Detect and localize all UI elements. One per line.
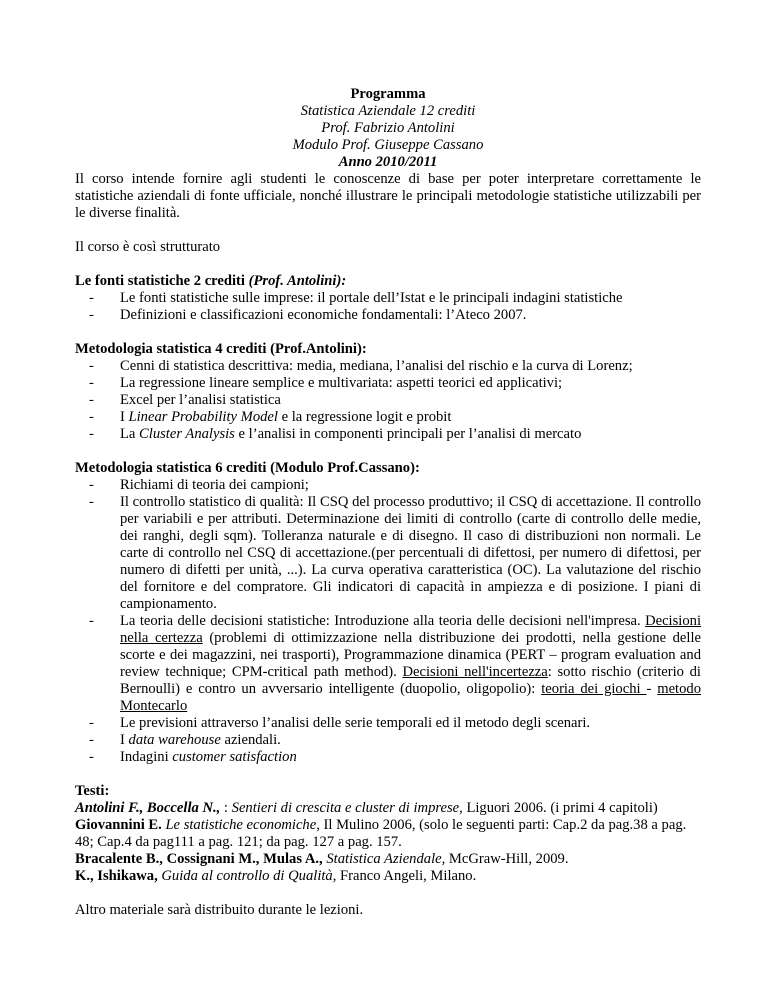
document-page (75, 86, 701, 919)
dash-bullet: - (89, 358, 94, 374)
list-item-text: Decisioni nell'incertezza (402, 664, 548, 680)
professor-2: Modulo Prof. Giuseppe Cassano (292, 137, 484, 153)
reference-title: Le statistiche economiche (161, 817, 317, 833)
references (75, 783, 701, 885)
list-item-text: Le fonti statistiche sulle imprese: il portale dell’Istat e le principali indagini statistiche (120, 290, 623, 306)
list-item-text: La (120, 426, 140, 442)
list-item (75, 732, 701, 749)
list-item-text: e la regressione logit e probit (277, 409, 452, 425)
list-item-text: I (120, 409, 129, 425)
dash-bullet: - (89, 290, 94, 306)
reference-author: Bracalente B., Cossignani M., Mulas A., (75, 851, 323, 867)
list-item-text: Richiami di teoria dei campioni; (120, 477, 309, 493)
document-title: Programma (350, 86, 426, 102)
section-1-title-prof: (Prof. Antolini): (248, 273, 347, 289)
reference-item (75, 800, 701, 817)
reference-item (75, 868, 701, 885)
reference-details: , Il Mulino 2006, (solo le seguenti parti: Cap.2 da pag.38 a pag. 48; Cap.4 da pag111 a pag. 121; da pag. 127 a pag. 157. (75, 817, 687, 850)
list-item-text: Le previsioni attraverso l’analisi delle serie temporali ed il metodo degli scenari. (120, 715, 591, 731)
references-title: Testi: (75, 783, 110, 799)
list-item-text: data warehouse (128, 732, 221, 748)
reference-title: Statistica Aziendale, (322, 851, 446, 867)
list-item (75, 477, 701, 494)
dash-bullet: - (89, 392, 94, 408)
list-item (75, 613, 701, 715)
section-1-title-text: Le fonti statistiche 2 crediti (75, 273, 249, 289)
list-item-text: I (120, 732, 129, 748)
list-item-text: e l’analisi in componenti principali per l’analisi di mercato (234, 426, 582, 442)
section-2-list (75, 358, 701, 443)
professor-1: Prof. Fabrizio Antolini (321, 120, 455, 136)
list-item-text: teoria dei giochi (541, 681, 647, 697)
reference-details: , Franco Angeli, Milano. (332, 868, 477, 884)
dash-bullet: - (89, 749, 94, 765)
reference-title: Sentieri di crescita e cluster di imprese (231, 800, 460, 816)
reference-details: McGraw-Hill, 2009. (445, 851, 569, 867)
section-3-title: Metodologia statistica 6 crediti (Modulo Prof.Cassano): (75, 460, 420, 476)
dash-bullet: - (89, 426, 94, 442)
reference-title: Guida al controllo di Qualità (157, 868, 333, 884)
section-1-title (75, 273, 701, 290)
list-item-text: aziendali. (220, 732, 281, 748)
reference-author: Antolini F., Boccella N., (75, 800, 221, 816)
list-item (75, 426, 701, 443)
list-item (75, 375, 701, 392)
course-name: Statistica Aziendale 12 crediti (300, 103, 476, 119)
section-2-title: Metodologia statistica 4 crediti (Prof.Antolini): (75, 341, 367, 357)
dash-bullet: - (89, 613, 94, 629)
list-item-text: Cluster Analysis (139, 426, 235, 442)
list-item (75, 307, 701, 324)
list-item-text: Il controllo statistico di qualità: Il CSQ del processo produttivo; il CSQ di accettazione. Il controllo per variabili e per attributi. Determinazione dei limiti di controllo (carte di controllo delle medie, dei ranghi, degli sqm). Tolleranza naturale e di disegno. Il caso di distribuzioni non normali. Le carte di controllo nel CSQ di accettazione.(per percentuali di difettosi, per numero di difettosi, per numero di difetti per unità, ...). La curva operativa caratteristica (OC). La valutazione del rischio del fornitore e del compratore. Gli indicatori di capacità in ampiezza e di posizione. I piani di campionamento. (120, 494, 701, 612)
reference-author: Giovannini E. (75, 817, 162, 833)
structure-line: Il corso è così strutturato (75, 239, 221, 255)
reference-item (75, 817, 701, 851)
dash-bullet: - (89, 409, 94, 425)
list-item (75, 715, 701, 732)
document-header (75, 86, 701, 171)
list-item (75, 358, 701, 375)
list-item-text: metodo Montecarlo (120, 681, 701, 714)
list-item (75, 494, 701, 613)
list-item-text: customer satisfaction (172, 749, 297, 765)
academic-year: Anno 2010/2011 (338, 154, 438, 170)
dash-bullet: - (89, 732, 94, 748)
list-item (75, 290, 701, 307)
closing-note: Altro materiale sarà distribuito durante le lezioni. (75, 902, 364, 918)
list-item-text: Excel per l’analisi statistica (120, 392, 281, 408)
list-item (75, 749, 701, 766)
section-1-list (75, 290, 701, 324)
list-item-text: La regressione lineare semplice e multivariata: aspetti teorici ed applicativi; (120, 375, 563, 391)
dash-bullet: - (89, 375, 94, 391)
list-item-text: Indagini (120, 749, 173, 765)
list-item-text: Definizioni e classificazioni economiche fondamentali: l’Ateco 2007. (120, 307, 527, 323)
list-item-text: Linear Probability Model (128, 409, 278, 425)
dash-bullet: - (89, 307, 94, 323)
list-item-text: - (646, 681, 658, 697)
list-item (75, 392, 701, 409)
section-3-list (75, 477, 701, 766)
dash-bullet: - (89, 715, 94, 731)
list-item-text: (problemi di ottimizzazione nella distribuzione dei prodotti, nella gestione delle scorte e dei magazzini, nei trasporti), Programmazione dinamica (PERT – program evaluation and review technique; CPM-critical path method). (120, 630, 701, 680)
reference-details: , Liguori 2006. (i primi 4 capitoli) (459, 800, 658, 816)
list-item (75, 409, 701, 426)
reference-item (75, 851, 701, 868)
reference-separator: : (220, 800, 232, 816)
list-item-text: Decisioni nella certezza (120, 613, 701, 646)
intro-paragraph: Il corso intende fornire agli studenti le conoscenze di base per poter interpretare correttamente le statistiche aziendali di fonte ufficiale, nonché illustrare le principali metodologie statistiche utilizzabili per le diverse finalità. (75, 171, 701, 221)
dash-bullet: - (89, 477, 94, 493)
reference-author: K., Ishikawa, (75, 868, 158, 884)
list-item-text: : sotto rischio (criterio di Bernoulli) e contro un avversario intelligente (duopolio, oligopolio): (120, 664, 701, 697)
dash-bullet: - (89, 494, 94, 510)
list-item-text: Cenni di statistica descrittiva: media, mediana, l’analisi del rischio e la curva di Lorenz; (120, 358, 633, 374)
list-item-text: La teoria delle decisioni statistiche: Introduzione alla teoria delle decisioni nell'impresa. (120, 613, 646, 629)
